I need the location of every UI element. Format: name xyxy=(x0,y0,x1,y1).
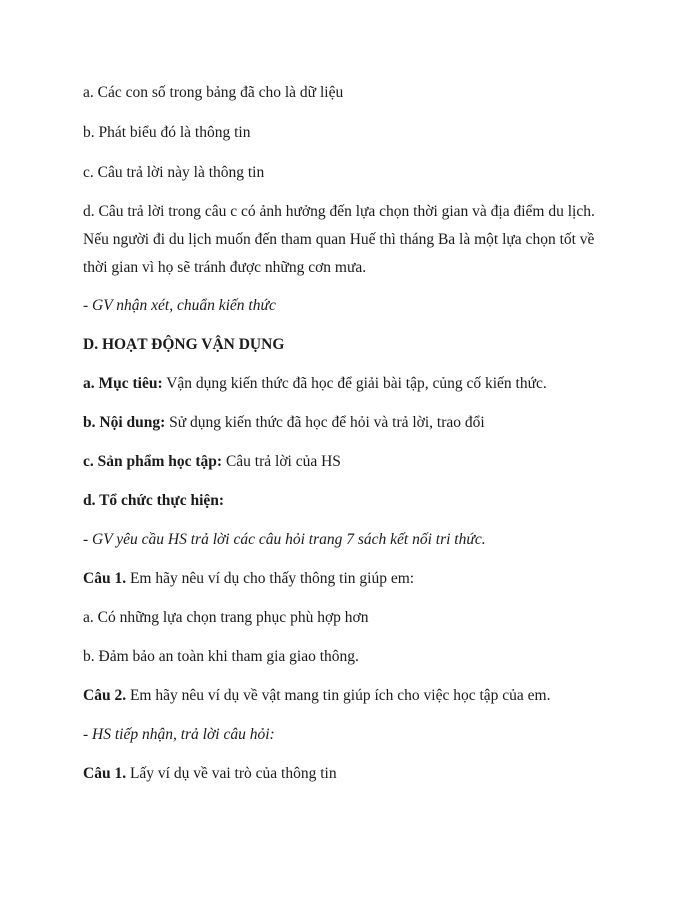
gv-comment: - GV nhận xét, chuẩn kiến thức xyxy=(83,297,276,314)
section-heading: D. HOẠT ĐỘNG VẬN DỤNG xyxy=(83,336,285,353)
answer-d-line-2: Nếu người đi du lịch muốn đến tham quan Huế thì tháng Ba là một lựa chọn tốt về xyxy=(83,231,595,248)
content-label: b. Nội dung: xyxy=(83,414,166,431)
question-2-text: Em hãy nêu ví dụ về vật mang tin giúp ích cho việc học tập của em. xyxy=(126,687,551,704)
answer-d-line-3: thời gian vì họ sẽ tránh được những cơn mưa. xyxy=(83,259,367,276)
question-1-line xyxy=(83,570,643,588)
answer-1-label: Câu 1. xyxy=(83,765,127,782)
answer-a: a. Các con số trong bảng đã cho là dữ liệu xyxy=(83,84,344,101)
answer-d-line-1: d. Câu trả lời trong câu c có ảnh hưởng đến lựa chọn thời gian và địa điểm du lịch. xyxy=(83,203,595,220)
objective-label: a. Mục tiêu: xyxy=(83,375,163,392)
question-1-a: a. Có những lựa chọn trang phục phù hợp hơn xyxy=(83,609,369,626)
question-1-label: Câu 1. xyxy=(83,570,127,587)
question-1-b: b. Đảm bảo an toàn khi tham gia giao thông. xyxy=(83,648,359,665)
question-1-text: Em hãy nêu ví dụ cho thấy thông tin giúp em: xyxy=(126,570,415,587)
gv-request: - GV yêu cầu HS trả lời các câu hỏi trang 7 sách kết nối tri thức. xyxy=(83,531,486,548)
product-text: Câu trả lời của HS xyxy=(222,453,341,470)
question-2-line xyxy=(83,687,643,705)
answer-1-line xyxy=(83,765,643,783)
content-line xyxy=(83,414,643,432)
organize-label: d. Tổ chức thực hiện: xyxy=(83,492,225,509)
answer-c: c. Câu trả lời này là thông tin xyxy=(83,164,265,181)
answer-b: b. Phát biểu đó là thông tin xyxy=(83,124,251,141)
product-line xyxy=(83,453,643,471)
hs-receive: - HS tiếp nhận, trả lời câu hỏi: xyxy=(83,726,275,743)
content-text: Sử dụng kiến thức đã học để hỏi và trả lời, trao đổi xyxy=(165,414,485,431)
question-2-label: Câu 2. xyxy=(83,687,127,704)
product-label: c. Sản phẩm học tập: xyxy=(83,453,223,470)
objective-line xyxy=(83,375,643,393)
answer-1-text: Lấy ví dụ về vai trò của thông tin xyxy=(126,765,337,782)
objective-text: Vận dụng kiến thức đã học để giải bài tập, củng cố kiến thức. xyxy=(162,375,547,392)
